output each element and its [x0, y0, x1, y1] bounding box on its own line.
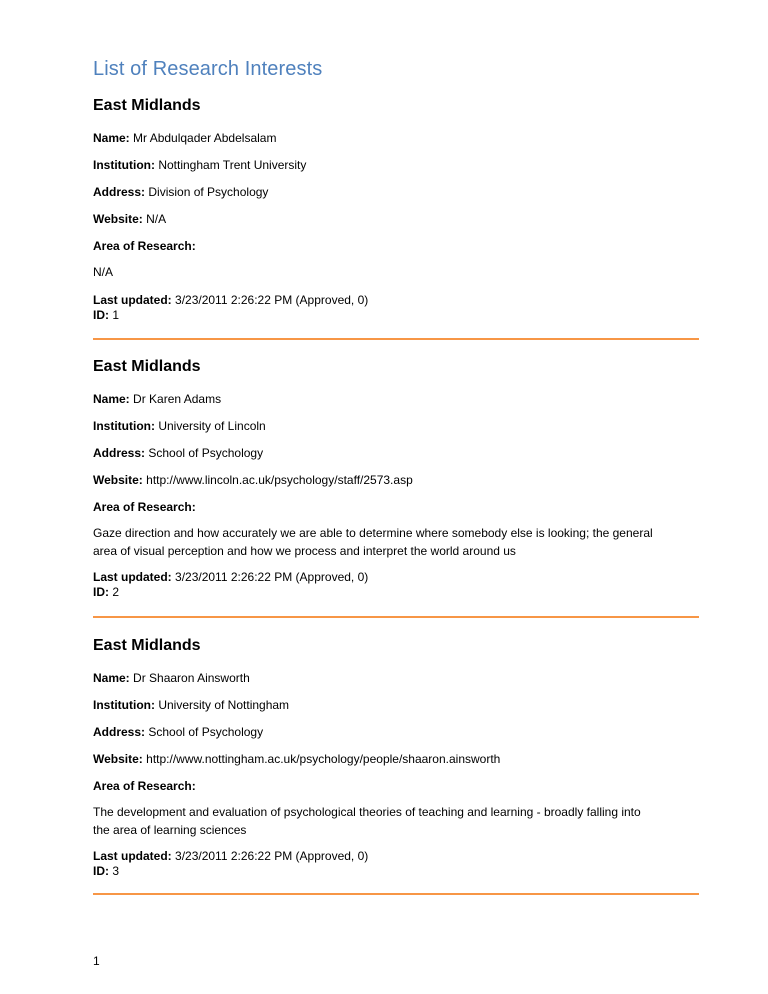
last-updated-label: Last updated:: [93, 849, 172, 863]
name-field: [93, 671, 699, 686]
name-field: [93, 392, 699, 407]
name-label: Name:: [93, 671, 130, 685]
address-field: [93, 725, 699, 740]
last-updated-field: [93, 293, 699, 308]
id-value: 3: [112, 864, 120, 878]
name-label: Name:: [93, 131, 130, 145]
id-value: 2: [112, 585, 120, 599]
area-value: N/A: [93, 265, 114, 279]
area-label-line: [93, 239, 699, 254]
entry-divider: [93, 616, 699, 618]
last-updated-value: 3/23/2011 2:26:22 PM (Approved, 0): [175, 570, 369, 584]
area-label: Area of Research:: [93, 239, 196, 253]
address-field: [93, 446, 699, 461]
website-value: http://www.lincoln.ac.uk/psychology/staff/2573.asp: [146, 473, 413, 487]
entry-divider: [93, 893, 699, 895]
name-field: [93, 131, 699, 146]
id-field: [93, 308, 699, 323]
last-updated-value: 3/23/2011 2:26:22 PM (Approved, 0): [175, 849, 369, 863]
institution-label: Institution:: [93, 698, 155, 712]
research-entry: [93, 96, 699, 322]
id-field: [93, 864, 699, 879]
entry-region: East Midlands: [93, 637, 201, 654]
address-field: [93, 185, 699, 200]
address-label: Address:: [93, 185, 146, 199]
area-label-line: [93, 779, 699, 794]
area-label: Area of Research:: [93, 500, 196, 514]
institution-label: Institution:: [93, 419, 155, 433]
institution-value: University of Lincoln: [158, 419, 266, 433]
website-value: http://www.nottingham.ac.uk/psychology/people/shaaron.ainsworth: [146, 752, 501, 766]
id-label: ID:: [93, 864, 109, 878]
institution-value: University of Nottingham: [158, 698, 290, 712]
website-field: [93, 752, 699, 767]
institution-field: [93, 698, 699, 713]
name-value: Dr Shaaron Ainsworth: [133, 671, 250, 685]
website-value: N/A: [146, 212, 167, 226]
address-value: School of Psychology: [148, 725, 264, 739]
name-value: Mr Abdulqader Abdelsalam: [133, 131, 277, 145]
id-label: ID:: [93, 585, 109, 599]
address-label: Address:: [93, 725, 146, 739]
institution-label: Institution:: [93, 158, 155, 172]
address-value: Division of Psychology: [148, 185, 269, 199]
document-title: List of Research Interests: [93, 58, 323, 80]
last-updated-field: [93, 570, 699, 585]
area-label: Area of Research:: [93, 779, 196, 793]
last-updated-value: 3/23/2011 2:26:22 PM (Approved, 0): [175, 293, 369, 307]
entry-region: East Midlands: [93, 358, 201, 375]
id-value: 1: [112, 308, 120, 322]
name-value: Dr Karen Adams: [133, 392, 222, 406]
research-entry: [93, 636, 699, 878]
area-value: The development and evaluation of psychological theories of teaching and learning - broadly falling into the area of learning sciences: [93, 805, 641, 837]
address-value: School of Psychology: [148, 446, 264, 460]
name-label: Name:: [93, 392, 130, 406]
area-value: Gaze direction and how accurately we are able to determine where somebody else is looking; the general area of visual perception and how we process and interpret the world around us: [93, 526, 653, 558]
website-field: [93, 473, 699, 488]
research-entry: [93, 357, 699, 599]
page-number: 1: [93, 954, 100, 968]
institution-value: Nottingham Trent University: [158, 158, 307, 172]
id-field: [93, 585, 699, 600]
institution-field: [93, 419, 699, 434]
last-updated-label: Last updated:: [93, 570, 172, 584]
entry-region: East Midlands: [93, 97, 201, 114]
id-label: ID:: [93, 308, 109, 322]
website-label: Website:: [93, 212, 143, 226]
entry-divider: [93, 338, 699, 340]
address-label: Address:: [93, 446, 146, 460]
area-label-line: [93, 500, 699, 515]
website-field: [93, 212, 699, 227]
website-label: Website:: [93, 752, 143, 766]
institution-field: [93, 158, 699, 173]
last-updated-label: Last updated:: [93, 293, 172, 307]
website-label: Website:: [93, 473, 143, 487]
last-updated-field: [93, 849, 699, 864]
